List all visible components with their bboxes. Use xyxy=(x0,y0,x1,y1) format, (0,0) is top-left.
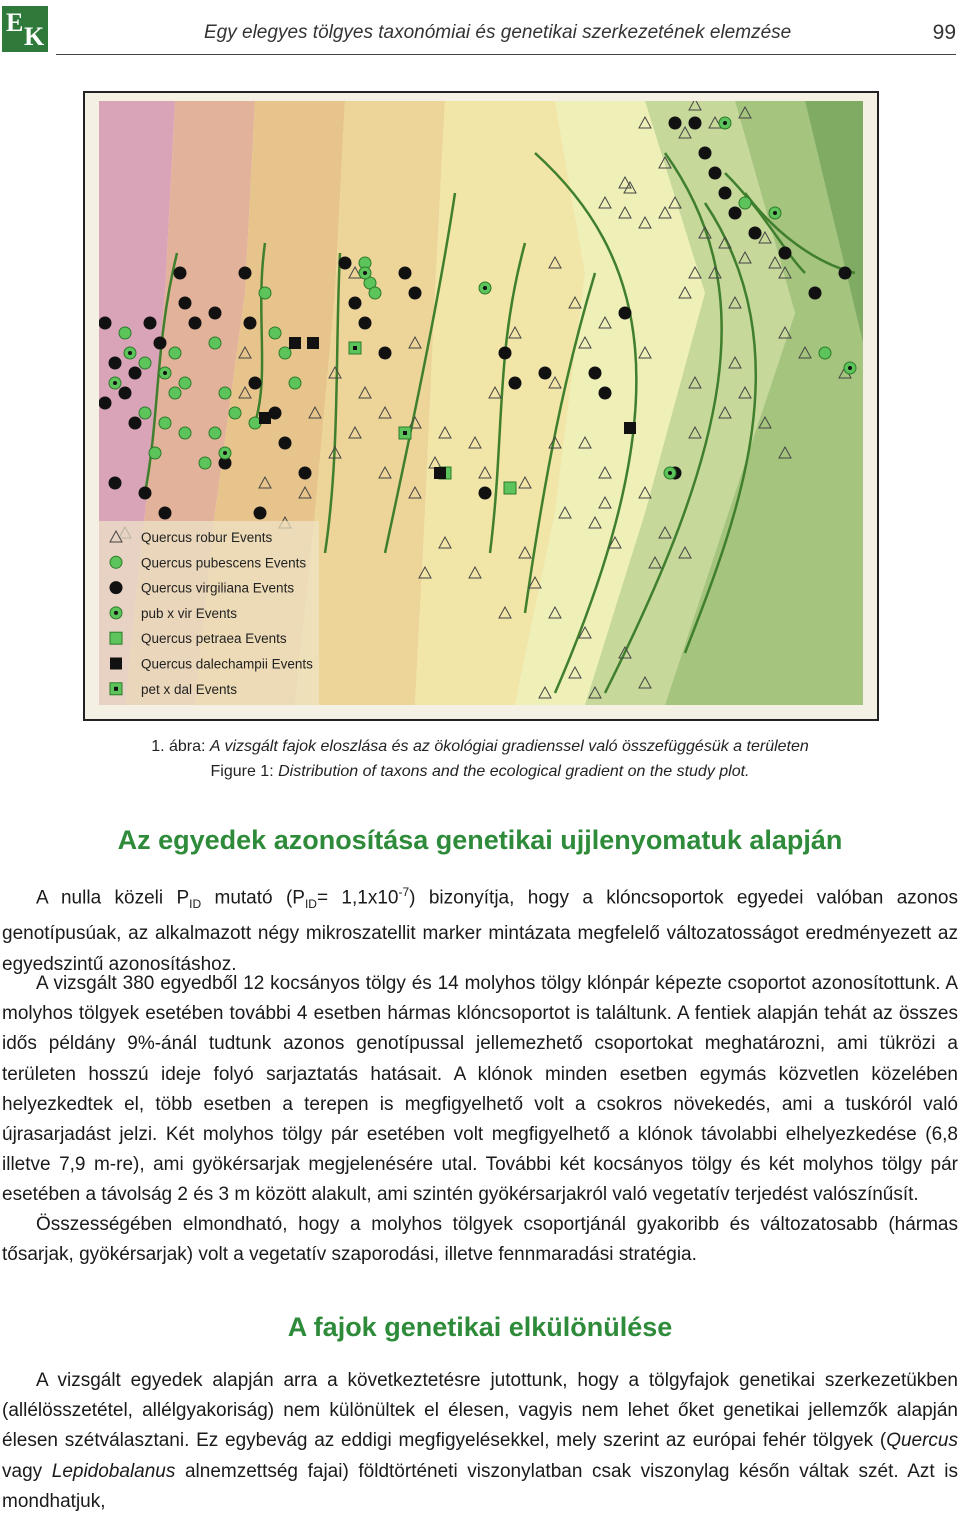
page-number: 99 xyxy=(932,21,956,44)
caption-english: Figure 1: Distribution of taxons and the ecological gradient on the study plot. xyxy=(210,763,750,780)
legend-label-5: Quercus petraea Events xyxy=(141,631,287,647)
quercus-pubescens-point-4 xyxy=(179,377,191,389)
quercus-virgiliana-point-40 xyxy=(479,487,492,500)
quercus-virgiliana-point-8 xyxy=(179,297,192,310)
quercus-virgiliana-point-47 xyxy=(129,367,142,380)
paragraph-clones: A vizsgált 380 egyedből 12 kocsányos tölgy és 14 molyhos tölgy klónpár képezte csoportot azonosítottunk. A molyhos tölgyek esetében további 4 esetben hármas klóncsoportot is találtunk. A fentiek alapján tehát az összes idős példány 9%-ánál tudtunk azonos genotípussal jellemezhető csoportokat meghatározni, ami tükrözi a területen hosszú ideje folyó sarjaztatás hatásait. A klónok minden esetben egymás közvetlen közelében helyezkedtek el, több esetben a terepen is megfigyelhető volt a csokros növekedés, ami a tuskóról való újrasarjadást jelzi. Két molyhos tölgy pár esetében volt megfigyelhető a klónok távolabbi elhelyezkedése (6,8 illetve 7,9 m-re), ami gyökérsarjak megjelenésére utal. További két kocsányos tölgy és két molyhos tölgy pár esetében a távolság 2 és 3 m között alakult, ami szintén gyökérsarjakról való vegetatív terjedést valószínűsít. xyxy=(2,973,958,1206)
quercus-pubescens-point-13 xyxy=(209,337,221,349)
pub-x-vir-point-8-dot xyxy=(773,211,777,215)
quercus-virgiliana-point-29 xyxy=(689,117,702,130)
quercus-virgiliana-point-30 xyxy=(699,147,712,160)
quercus-pubescens-point-3 xyxy=(169,347,181,359)
quercus-pubescens-point-14 xyxy=(229,407,241,419)
quercus-virgiliana-point-4 xyxy=(129,417,142,430)
quercus-virgiliana-point-6 xyxy=(154,337,167,350)
quercus-dalechampii-point-2 xyxy=(307,337,319,349)
legend-marker-7-dot xyxy=(114,687,118,691)
quercus-virgiliana-point-3 xyxy=(119,387,132,400)
quercus-virgiliana-point-11 xyxy=(239,267,252,280)
quercus-pubescens-point-12 xyxy=(289,377,301,389)
quercus-virgiliana-point-37 xyxy=(839,267,852,280)
quercus-virgiliana-point-18 xyxy=(349,297,362,310)
quercus-virgiliana-point-41 xyxy=(109,477,122,490)
pub-x-vir-point-6-dot xyxy=(483,286,487,290)
quercus-pubescens-point-6 xyxy=(149,447,161,459)
pub-x-vir-point-3-dot xyxy=(163,371,167,375)
quercus-virgiliana-point-36 xyxy=(809,287,822,300)
quercus-pubescens-point-5 xyxy=(159,417,171,429)
quercus-virgiliana-point-45 xyxy=(159,507,172,520)
legend-marker-4-dot xyxy=(114,611,118,615)
pub-x-vir-point-1-dot xyxy=(113,381,117,385)
legend-marker-5 xyxy=(110,632,122,644)
quercus-dalechampii-point-4 xyxy=(434,467,446,479)
legend-label-7: pet x dal Events xyxy=(141,681,238,697)
quercus-pubescens-point-23 xyxy=(739,197,751,209)
quercus-pubescens-point-20 xyxy=(369,287,381,299)
quercus-virgiliana-point-12 xyxy=(244,317,257,330)
pub-x-vir-point-10-dot xyxy=(668,471,672,475)
paragraph-summary: Összességében elmondható, hogy a molyhos tölgyek csoportjánál gyakoribb és változatosabb (hármas tősarjak, gyökérsarjak) volt a vegetatív szaporodási, illetve fennmaradási stratégia. xyxy=(2,1214,958,1266)
legend-label-3: Quercus virgiliana Events xyxy=(141,580,295,596)
quercus-virgiliana-point-34 xyxy=(749,227,762,240)
quercus-dalechampii-point-3 xyxy=(259,412,271,424)
quercus-virgiliana-point-7 xyxy=(174,267,187,280)
section-heading-identification: Az egyedek azonosítása genetikai ujjlenyomatuk alapján xyxy=(117,825,843,855)
legend-label-4: pub x vir Events xyxy=(141,605,238,621)
caption-hungarian: 1. ábra: A vizsgált fajok eloszlása és az ökológiai gradienssel való összefüggésük a területen xyxy=(151,738,809,755)
quercus-virgiliana-point-20 xyxy=(379,347,392,360)
quercus-pubescens-point-16 xyxy=(199,457,211,469)
quercus-virgiliana-point-28 xyxy=(669,117,682,130)
quercus-virgiliana-point-16 xyxy=(299,467,312,480)
legend-marker-2 xyxy=(110,556,122,568)
quercus-virgiliana-point-10 xyxy=(209,307,222,320)
quercus-virgiliana-point-27 xyxy=(599,387,612,400)
map-legend xyxy=(99,521,319,705)
pub-x-vir-point-4-dot xyxy=(223,451,227,455)
quercus-pubescens-point-2 xyxy=(139,357,151,369)
quercus-virgiliana-point-38 xyxy=(619,307,632,320)
quercus-pubescens-point-7 xyxy=(179,427,191,439)
legend-marker-6 xyxy=(110,658,122,670)
legend-label-6: Quercus dalechampii Events xyxy=(141,656,313,672)
distribution-map xyxy=(85,93,877,719)
quercus-virgiliana-point-5 xyxy=(144,317,157,330)
pub-x-vir-point-5-dot xyxy=(363,271,367,275)
quercus-virgiliana-point-23 xyxy=(499,347,512,360)
quercus-virgiliana-point-35 xyxy=(779,247,792,260)
quercus-virgiliana-point-9 xyxy=(189,317,202,330)
pet-x-dal-point-2-dot xyxy=(403,431,407,435)
quercus-virgiliana-point-31 xyxy=(709,167,722,180)
legend-marker-3 xyxy=(110,581,123,594)
quercus-petraea-point-2 xyxy=(504,482,516,494)
section-heading-separation: A fajok genetikai elkülönülése xyxy=(287,1312,673,1342)
figure-1-map xyxy=(83,91,879,721)
quercus-virgiliana-point-25 xyxy=(539,367,552,380)
quercus-pubescens-point-9 xyxy=(259,287,271,299)
quercus-virgiliana-point-43 xyxy=(254,507,267,520)
quercus-robur-point-60 xyxy=(599,707,611,718)
quercus-virgiliana-point-33 xyxy=(729,207,742,220)
quercus-pubescens-point-22 xyxy=(209,427,221,439)
journal-logo: E K xyxy=(2,6,48,52)
quercus-virgiliana-point-19 xyxy=(359,317,372,330)
quercus-virgiliana-point-1 xyxy=(99,317,112,330)
paragraph-separation: A vizsgált egyedek alapján arra a következtetésre jutottunk, hogy a tölgyfajok genetikai szerkezetükben (allélösszetétel, allélgyakoriság) nem különültek el élesen, vagyis nem lehet őket genetikai jellemzők alapján élesen szétválasztani. Ez egybevág az eddigi megfigyelésekkel, mely szerint az európai fehér tölgyek (Quercus vagy Lepidobalanus alnemzettség fajai) földtörténeti viszonylatban csak viszonylag későn váltak szét. Azt is mondhatjuk, xyxy=(2,1370,958,1512)
quercus-pubescens-point-10 xyxy=(269,327,281,339)
pet-x-dal-point-1-dot xyxy=(353,346,357,350)
quercus-virgiliana-point-21 xyxy=(399,267,412,280)
pub-x-vir-point-2-dot xyxy=(128,351,132,355)
quercus-virgiliana-point-46 xyxy=(99,397,112,410)
quercus-virgiliana-point-22 xyxy=(409,287,422,300)
quercus-virgiliana-point-26 xyxy=(589,367,602,380)
quercus-dalechampii-point-5 xyxy=(624,422,636,434)
quercus-virgiliana-point-15 xyxy=(279,437,292,450)
quercus-pubescens-point-17 xyxy=(139,407,151,419)
quercus-pubescens-point-8 xyxy=(219,387,231,399)
pub-x-vir-point-9-dot xyxy=(848,366,852,370)
quercus-virgiliana-point-17 xyxy=(339,257,352,270)
page-header xyxy=(0,0,960,60)
header-rule xyxy=(56,54,956,55)
legend-label-2: Quercus pubescens Events xyxy=(141,555,307,571)
quercus-pubescens-point-24 xyxy=(819,347,831,359)
pub-x-vir-point-7-dot xyxy=(723,121,727,125)
quercus-pubescens-point-1 xyxy=(119,327,131,339)
quercus-dalechampii-point-1 xyxy=(289,337,301,349)
quercus-virgiliana-point-24 xyxy=(509,377,522,390)
quercus-virgiliana-point-2 xyxy=(109,357,122,370)
quercus-virgiliana-point-44 xyxy=(139,487,152,500)
quercus-virgiliana-point-32 xyxy=(719,187,732,200)
quercus-pubescens-point-21 xyxy=(169,387,181,399)
paragraph-pid: A nulla közeli $P_{ID}$ mutató $(P_{ID}= 1,1x10^{-7})$ bizonyítja, hogy a klóncsoportok egyedei valóban azonos genotípusúak, az alkalmazott négy mikroszatellit marker mintázata megfelelő változatosságot eredményezett az egyedszintű azonosításhoz. xyxy=(2,885,958,975)
quercus-virgiliana-point-13 xyxy=(249,377,262,390)
legend-label-1: Quercus robur Events xyxy=(141,530,273,545)
running-title: Egy elegyes tölgyes taxonómiai és genetikai szerkezetének elemzése xyxy=(204,22,792,43)
